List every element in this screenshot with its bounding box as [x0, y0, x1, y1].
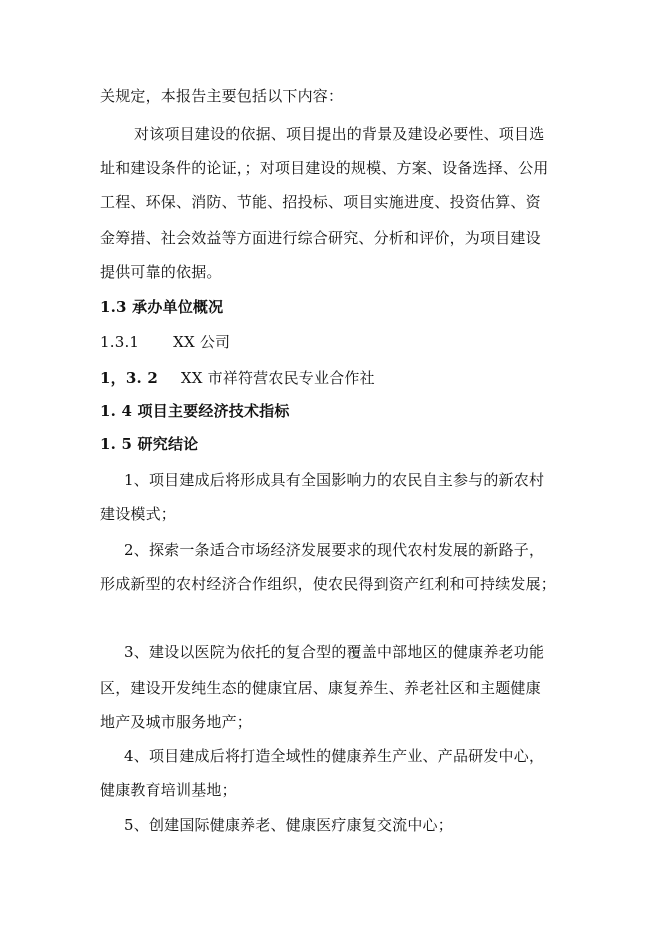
section-1-3-2-text: XX 市祥符营农民专业合作社	[180, 369, 375, 387]
para1-line-1: 对该项目建设的依据、项目提出的背景及建设必要性、项目选	[134, 125, 545, 143]
intro-tail-text: 关规定，本报告主要包括以下内容：	[100, 87, 344, 105]
conclusion-4-line-1: 4、项目建成后将打造全域性的健康养生产业、产品研发中心，	[124, 747, 545, 765]
conclusion-5-line-1: 5、创建国际健康养老、健康医疗康复交流中心；	[124, 816, 453, 834]
conclusion-1-line-2: 建设模式；	[100, 505, 177, 523]
section-1-3-1-text: XX 公司	[173, 333, 231, 351]
section-1-3-2	[100, 368, 375, 388]
section-1-3-2-number: 1，3. 2	[100, 369, 158, 387]
conclusion-3-line-2: 区，建设开发纯生态的健康宜居、康复养生、养老社区和主题健康	[100, 679, 541, 697]
para1-line-4: 金筹措、社会效益等方面进行综合研究、分析和评价，为项目建设	[100, 229, 541, 247]
conclusion-3-line-3: 地产及城市服务地产；	[100, 713, 253, 731]
section-1-3-1	[100, 332, 230, 352]
para1-line-3: 工程、环保、消防、节能、招投标、项目实施进度、投资估算、资	[100, 193, 541, 211]
conclusion-2-line-2: 形成新型的农村经济合作组织，使农民得到资产红利和可持续发展；	[100, 575, 557, 593]
conclusion-4-line-2: 健康教育培训基地；	[100, 781, 237, 799]
section-1-4-heading: 1. 4 项目主要经济技术指标	[100, 402, 290, 420]
conclusion-1-line-1: 1、项目建成后将形成具有全国影响力的农民自主参与的新农村	[124, 471, 545, 489]
conclusion-3-line-1: 3、建设以医院为依托的复合型的覆盖中部地区的健康养老功能	[124, 643, 545, 661]
section-1-3-heading: 1.3 承办单位概况	[100, 298, 224, 316]
section-1-5-heading: 1. 5 研究结论	[100, 435, 199, 453]
para1-line-2: 址和建设条件的论证，；对项目建设的规模、方案、设备选择、公用	[100, 159, 549, 177]
section-1-3-1-number: 1.3.1	[100, 333, 140, 351]
conclusion-2-line-1: 2、探索一条适合市场经济发展要求的现代农村发展的新路子，	[124, 541, 545, 559]
para1-line-5: 提供可靠的依据。	[100, 263, 222, 281]
